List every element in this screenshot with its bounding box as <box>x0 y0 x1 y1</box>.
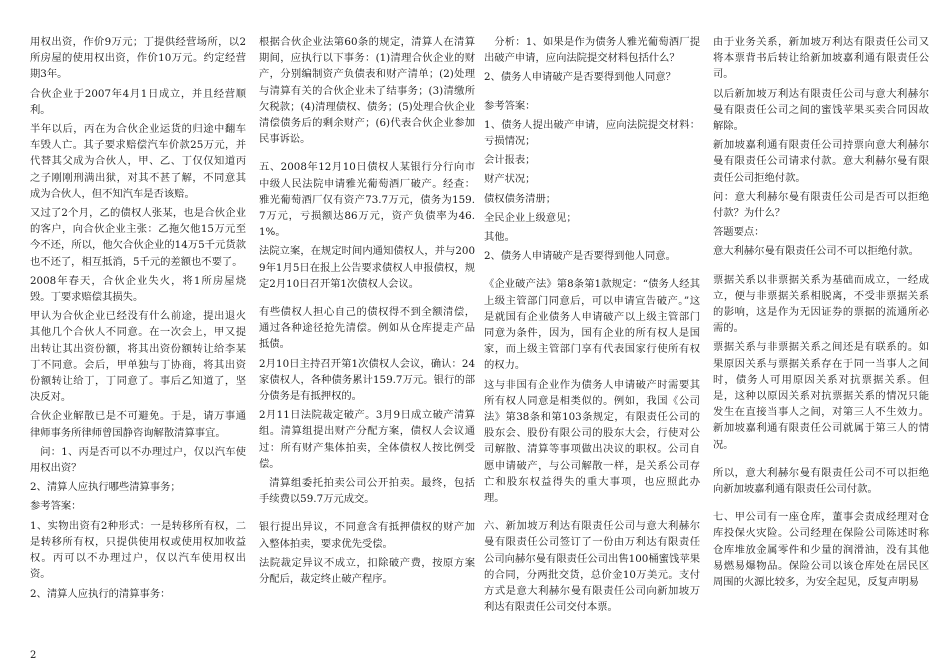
question: 问：意大利赫尔曼有限责任公司是否可以拒绝付款？为什么？ <box>713 190 929 220</box>
question: 2、清算人应执行哪些清算事务； <box>30 481 181 494</box>
paragraph: 合伙企业解散已是不可避免。于是，请万事通律师事务所律师曾国静咨询解散清算事宜。 <box>30 410 246 439</box>
paragraph: 2月11日法院裁定破产。3月9日成立破产清算组。清算组提出财产分配方案，债权人会议通过：所有财产集体拍卖，全体债权人按比例受偿。 <box>259 409 475 470</box>
paragraph: 根据合伙企业法第60条的规定，清算人在清算期间，应执行以下事务：(1)清理合伙企业的财产，分别编制资产负债表和财产清单；(2)处理与清算有关的合伙企业未了结事务；(3)清缴所欠税款；(4)清理债权、债务；(5)处理合伙企业清偿债务后的剩余财产；(6)代表合伙企业参加民事诉讼。 <box>259 36 475 146</box>
answer: 1、债务人提出破产申请，应向法院提交材料：亏损情况； <box>484 118 700 148</box>
paragraph: 半年以后，丙在为合伙企业运货的归途中翻车车毁人亡。其子要求赔偿汽车价款25万元，并代替其父成为合伙人，甲、乙、丁仅仅知道丙之子刚刚刑满出狱，对其不甚了解，不同意其成为合伙人，但不知汽车是否该赔。 <box>30 123 246 200</box>
case-heading-paragraph: 七、甲公司有一座仓库，董事会责成经理对仓库投保火灾险。公司经理在保险公司陈述时称仓库堆放金属零件和少量的润滑油，没有其他易燃易爆物品。保险公司以该仓库处在居民区周围的火源比较多，为安全起见，反复声明易 <box>713 511 929 589</box>
paragraph: 新加坡嘉利通有限责任公司持票向意大利赫尔曼有限责任公司请求付款。意大利赫尔曼有限责任公司拒绝付款。 <box>713 139 929 184</box>
text-column-2 <box>259 34 475 646</box>
paragraph: 用权出资，作价9万元；丁提供经营场所，以2所房屋的使用权出资，作价10万元。约定经营期3年。 <box>30 36 246 81</box>
paragraph: 票据关系以非票据关系为基础而成立，一经成立，便与非票据关系相脱离，不受非票据关系的影响，这是作为无因证券的票据的流通所必需的。 <box>713 273 929 335</box>
text-column-3 <box>484 34 700 646</box>
paragraph: 合伙企业于2007年4月1日成立，并且经营顺利。 <box>30 87 246 116</box>
paragraph: 有些债权人担心自己的债权得不到全额清偿，通过各种途径抢先清偿。例如从仓库提走产品抵债。 <box>259 306 475 351</box>
paragraph: 2008年春天，合伙企业失火，将1所房屋烧毁。丁要求赔偿其损失。 <box>30 274 246 304</box>
answer: 2、清算人应执行的清算事务： <box>30 587 171 600</box>
case-heading-paragraph: 六、新加坡万利达有限责任公司与意大利赫尔曼有限责任公司签订了一份由万利达有限责任公司向赫尔曼有限责任公司出售100桶蜜饯苹果的合同，分两批交货，总价金10万美元。支付方式是意大利赫尔曼有限责任公司向新加坡万利达有限责任公司交付本票。 <box>484 520 700 614</box>
paragraph: 以后新加坡万利达有限责任公司与意大利赫尔曼有限责任公司之间的蜜饯苹果买卖合同因故解除。 <box>713 87 929 133</box>
answer-heading: 答题要点： <box>713 226 765 239</box>
answer: 1、实物出资有2种形式：一是转移所有权，二是转移所有权，只提供使用权或使用权加收益权。丙可以不办理过户，仅以汽车使用权出资。 <box>30 519 246 581</box>
text-column-1 <box>30 34 246 646</box>
answer: 全民企业上级意见； <box>484 211 577 224</box>
paragraph: 银行提出异议，不同意含有抵押债权的财产加入整体拍卖，要求优先受偿。 <box>259 521 475 550</box>
answer: 其他。 <box>484 231 515 244</box>
answer-heading: 参考答案： <box>30 500 82 513</box>
paragraph: 法院裁定异议不成立，扣除破产费，按原方案分配后，裁定终止破产程序。 <box>259 556 475 586</box>
question: 问：1、丙是否可以不办理过户，仅以汽车使用权出资？ <box>30 445 246 475</box>
paragraph: 由于业务关系，新加坡万利达有限责任公司又将本票背书后转让给新加坡嘉利通有限责任公司。 <box>713 36 929 81</box>
paragraph: 所以，意大利赫尔曼有限责任公司不可以拒绝向新加坡嘉利通有限责任公司付款。 <box>713 466 929 496</box>
answer: 债权债务清册； <box>484 192 557 205</box>
paragraph: 清算组委托拍卖公司公开拍卖。最终，包括手续费以59.7万元成交。 <box>259 477 475 506</box>
paragraph: 《企业破产法》第8条第1款规定：“债务人经其上级主管部门同意后，可以申请宣告破产。”这是就国有企业债务人申请破产以上级主管部门同意为条件，因为，国有企业的所有权人是国家，而上级主管部门享有代表国家行使所有权的权力。 <box>484 278 700 372</box>
case-heading-paragraph: 五、2008年12月10日债权人某银行分行向市中级人民法院申请雅光葡萄酒厂破产。经查：雅光葡萄酒厂仅有资产73.7万元，债务为159.7万元，亏损额达86万元，资产负债率为46.1%。 <box>259 161 475 239</box>
answer: 财产状况； <box>484 173 536 186</box>
answer: 会计报表； <box>484 154 536 167</box>
answer: 意大利赫尔曼有限责任公司不可以拒绝付款。 <box>713 245 919 258</box>
paragraph: 法院立案，在规定时间内通知债权人，并与2009年1月5日在报上公告要求债权人申报债权，规定2月10日召开第1次债权人会议。 <box>259 245 475 290</box>
answer: 2、债务人申请破产是否要得到他人同意。 <box>484 250 676 263</box>
question: 2、债务人申请破产是否要得到他人同意？ <box>484 71 676 84</box>
paragraph: 票据关系与非票据关系之间还是有联系的。如果原因关系与票据关系存在于同一当事人之间时，债务人可用原因关系对抗票据关系。但是，这种以原因关系对抗票据关系的情况只能发生在直接当事人之间，对第三人不生效力。新加坡嘉利通有限责任公司就属于第三人的情况。 <box>713 341 929 451</box>
paragraph: 甲认为合伙企业已经没有什么前途，提出退火其他几个合伙人不同意。在一次会上，甲又提出转让其出资份额，将其出资份额转让给李某丁不同意。会后，甲单独与丁协商，将其出资份额转让给丁，丁同意了。事后乙知道了，坚决反对。 <box>30 310 246 404</box>
paragraph: 2月10日主持召开第1次债权人会议，确认：24家债权人，各种债务累计159.7万元。银行的部分债务是有抵押权的。 <box>259 357 475 403</box>
question: 分析：1、如果是作为债务人雅光葡萄酒厂提出破产申请，应向法院提交材料包括什么？ <box>484 36 700 65</box>
page-number: 2 <box>30 650 37 661</box>
answer-heading: 参考答案： <box>484 99 536 112</box>
text-column-4 <box>713 34 929 646</box>
paragraph: 又过了2个月，乙的债权人张某，也是合伙企业的客户，向合伙企业主张：乙拖欠他15万元至今不还，所以，他欠合伙企业的14万5千元货款也不还了，相互抵消，5千元的差额也不要了。 <box>30 207 246 268</box>
paragraph: 这与非国有企业作为债务人申请破产时需要其所有权人同意是相类似的。例如，我国《公司法》第38条和第103条规定，有限责任公司的股东会、股份有限公司的股东大会，行使对公司解散、清算等事项做出决议的职权。公司自愿申请破产，与公司解散一样，是关系公司存亡和股东权益得失的重大事项，也应照此办理。 <box>484 378 700 505</box>
